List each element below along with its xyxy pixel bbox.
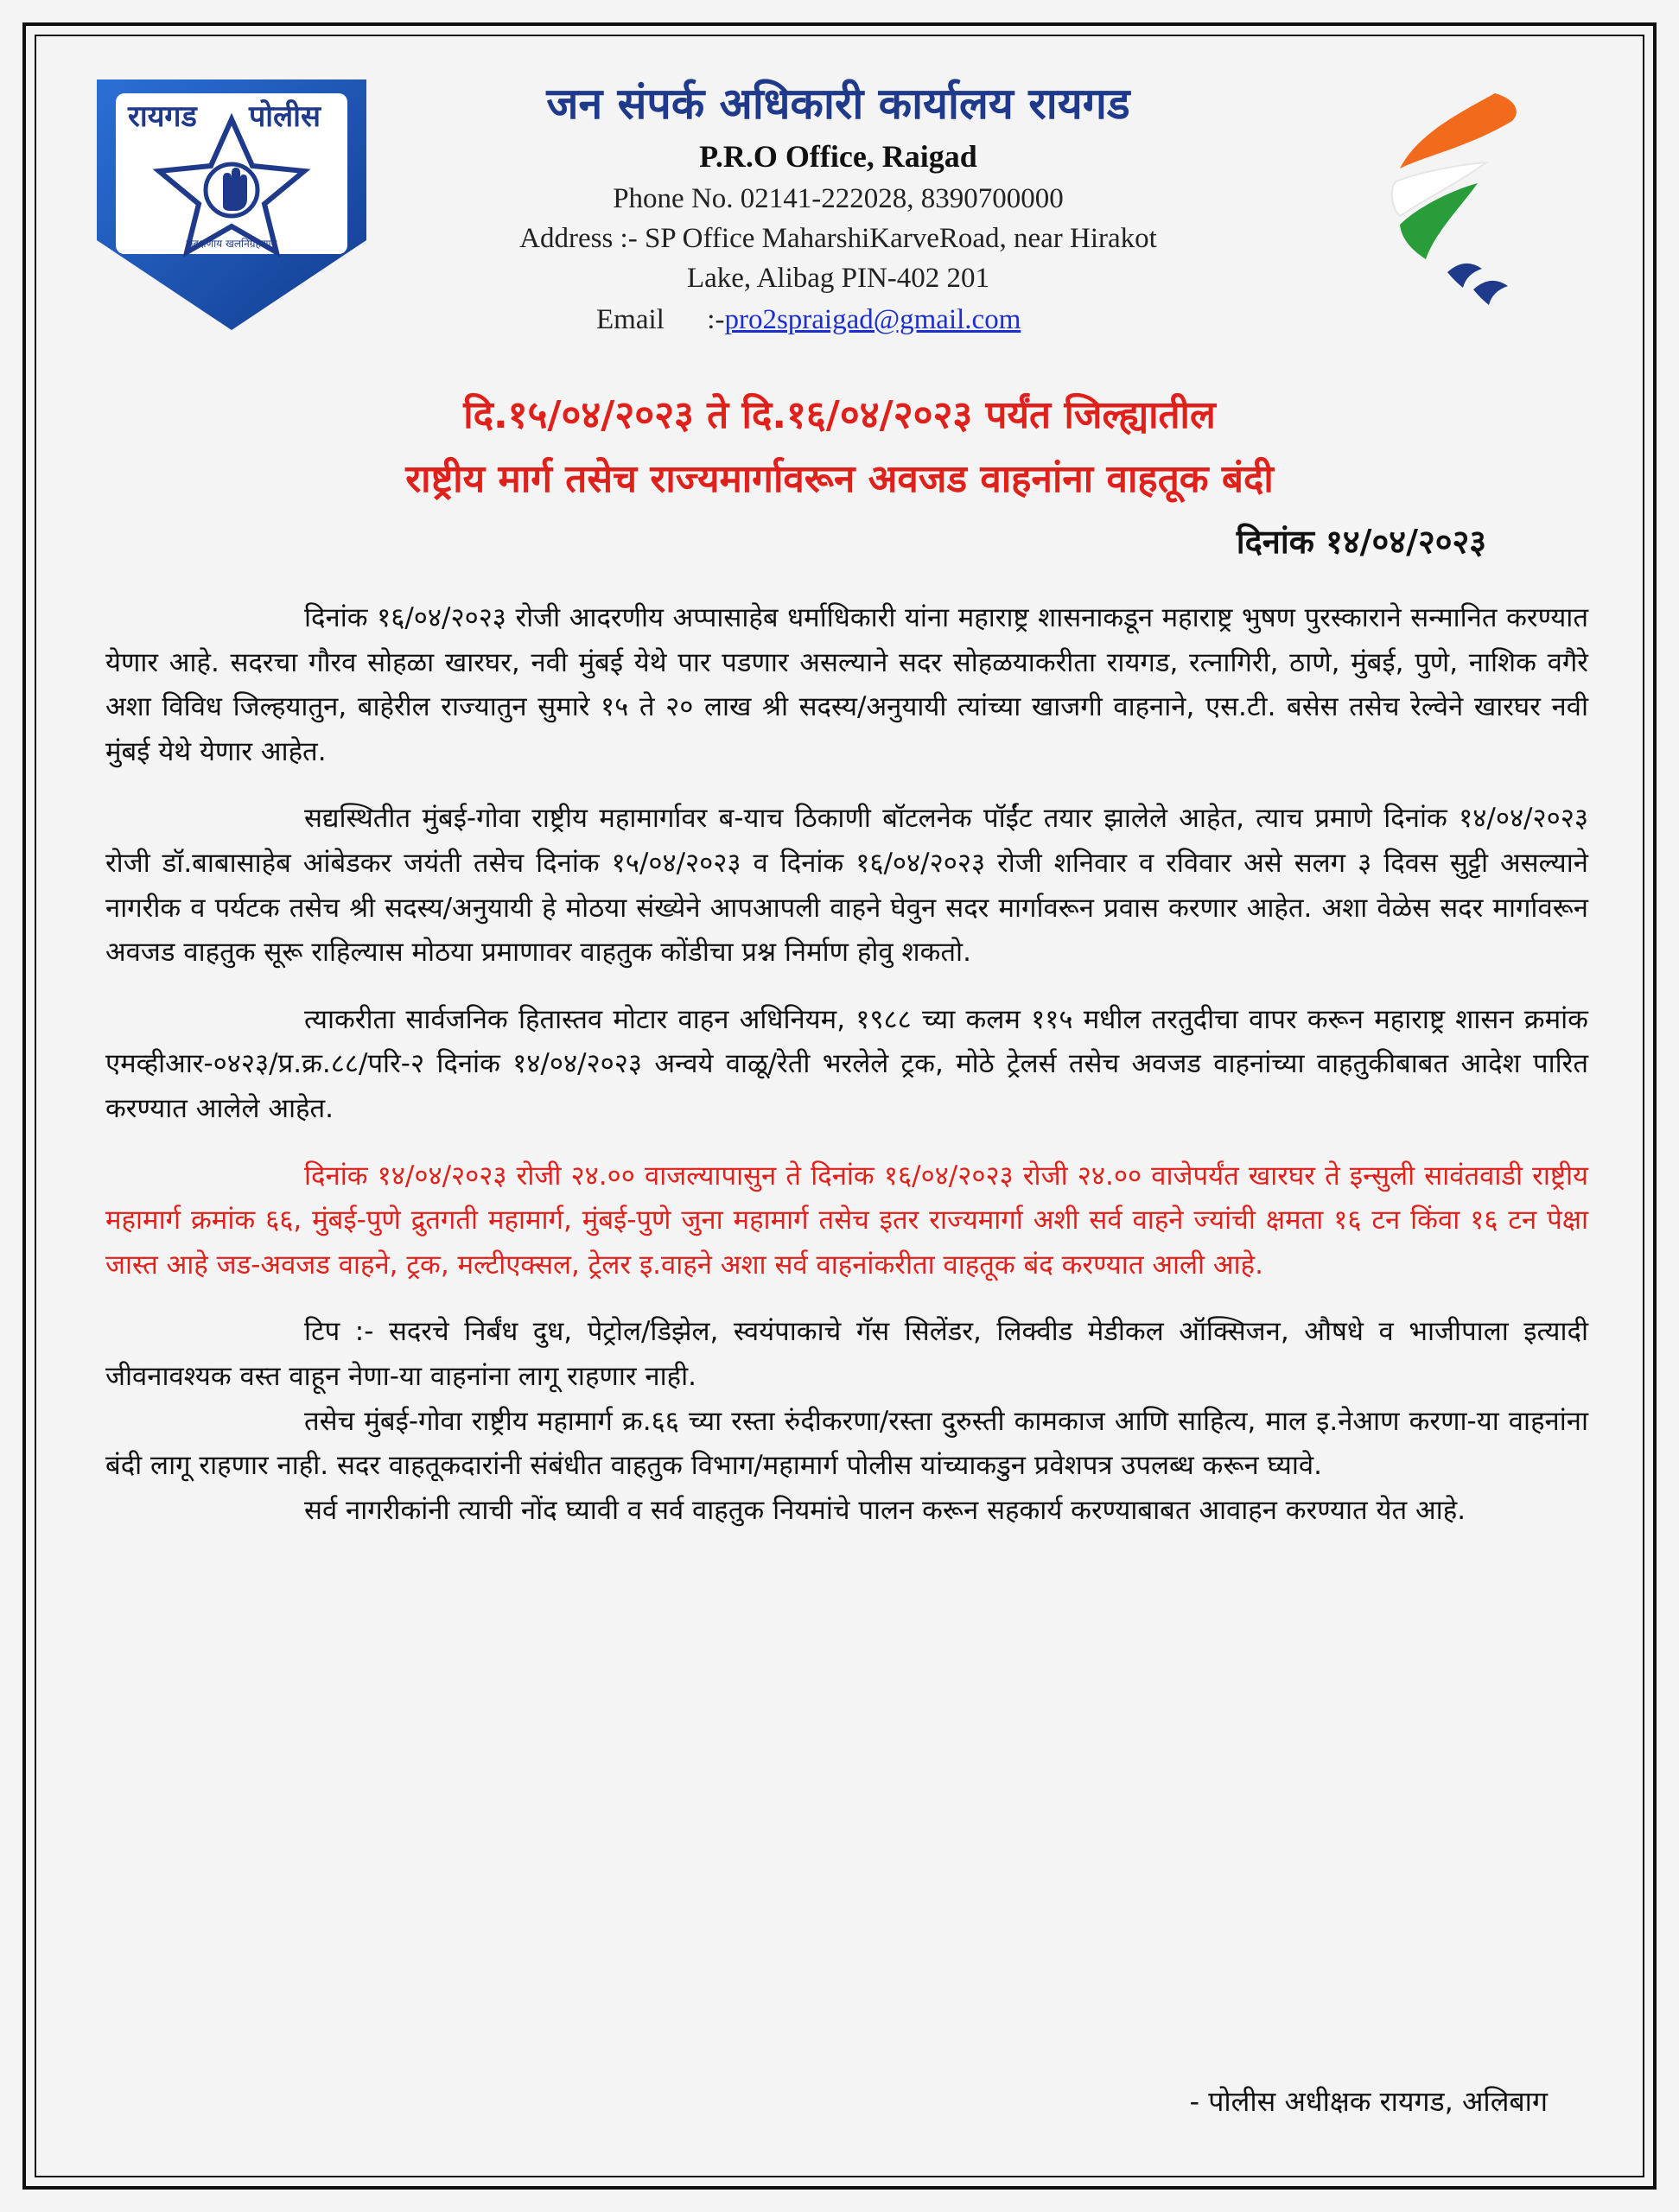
signature: - पोलीस अधीक्षक रायगड, अलिबाग (1189, 2085, 1548, 2118)
email-row (596, 304, 1021, 336)
paragraph-exemption: तसेच मुंबई-गोवा राष्ट्रीय महामार्ग क्र.६६ च्या रस्ता रुंदीकरणा/रस्ता दुरुस्ती कामकाज आणि साहित्य, माल इ.नेआण करणा-या वाहनांना बंदी लागू राहणार नाही. सदर वाहतूकदारांनी संबंधीत वाहतुक विभाग/महामार्ग पोलीस यांच्याकडुन प्रवेशपत्र उपलब्ध करून घ्यावे. (105, 1405, 1588, 1482)
paragraph-appeal: सर्व नागरीकांनी त्याची नोंद घ्यावी व सर्व वाहतुक नियमांचे पालन करून सहकार्य करण्याबाबत आवाहन करण्यात येत आहे. (304, 1494, 1466, 1526)
paragraph-note: टिप :- सदरचे निर्बंध दुध, पेट्रोल/डिझेल, स्वयंपाकाचे गॅस सिलेंडर, लिक्वीड मेडीकल ऑक्सिजन, औषधे व भाजीपाला इत्यादी जीवनावश्यक वस्त वाहून नेणा-या वाहनांना लागू राहणार नाही. (105, 1316, 1588, 1392)
logo-motto: सद्रक्षणाय खलनिग्रहणाय (186, 238, 277, 250)
phone-number: Phone No. 02141-222028, 8390700000 (613, 183, 1064, 214)
headline-line-1: दि.१५/०४/२०२३ ते दि.१६/०४/२०२३ पर्यंत जिल्ह्यातील (463, 393, 1216, 437)
address-line-1: Address :- SP Office MaharshiKarveRoad, near Hirakot (519, 223, 1157, 254)
address-line-2: Lake, Alibag PIN-402 201 (686, 263, 990, 294)
email-link[interactable]: pro2spraigad@gmail.com (724, 304, 1021, 335)
paragraph-ban-order: दिनांक १४/०४/२०२३ रोजी २४.०० वाजल्यापासुन ते दिनांक १६/०४/२०२३ रोजी २४.०० वाजेपर्यंत खारघर ते इन्सुली सावंतवाडी राष्ट्रीय महामार्ग क्रमांक ६६, मुंबई-पुणे द्रुतगती महामार्ग, मुंबई-पुणे जुना महामार्ग तसेच इतर राज्यमार्गा अशी सर्व वाहने ज्यांची क्षमता १६ टन किंवा १६ टन पेक्षा जास्त आहे जड-अवजड वाहने, ट्रक, मल्टीएक्सल, ट्रेलर इ.वाहने अशा सर्व वाहनांकरीता वाहतूक बंद करण्यात आली आहे. (105, 1160, 1588, 1281)
paragraph-2: सद्यस्थितीत मुंबई-गोवा राष्ट्रीय महामार्गावर ब-याच ठिकाणी बॉटलनेक पॉईंट तयार झालेले आहेत, त्याच प्रमाणे दिनांक १४/०४/२०२३ रोजी डॉ.बाबासाहेब आंबेडकर जयंती तसेच दिनांक १५/०४/२०२३ व दिनांक १६/०४/२०२३ रोजी शनिवार व रविवार असे सलग ३ दिवस सुट्टी असल्याने नागरीक व पर्यटक तसेच श्री सदस्य/अनुयायी हे मोठया संख्येने आपआपली वाहने घेवुन सदर मार्गावरून प्रवास करणार आहेत. अशा वेळेस सदर मार्गावरून अवजड वाहतुक सूरू राहिल्यास मोठया प्रमाणावर वाहतुक कोंडीचा प्रश्न निर्माण होवु शकतो. (105, 803, 1588, 969)
email-label: Email :- (596, 304, 725, 335)
raigad-police-logo-icon (93, 76, 370, 334)
paragraph-1: दिनांक १६/०४/२०२३ रोजी आदरणीय अप्पासाहेब धर्माधिकारी यांना महाराष्ट्र शासनाकडून महाराष्ट्र भुषण पुरस्काराने सन्मानित करण्यात येणार आहे. सदरचा गौरव सोहळा खारघर, नवी मुंबई येथे पार पडणार असल्याने सदर सोहळयाकरीता रायगड, रत्नागिरी, ठाणे, मुंबई, पुणे, नाशिक वगैरे अशा विविध जिल्हयातुन, बाहेरील राज्यातुन सुमारे १५ ते २० लाख श्री सदस्य/अनुयायी त्यांच्या खाजगी वाहनाने, एस.टी. बसेस तसेच रेल्वेने खारघर नवी मुंबई येथे येणार आहेत. (105, 602, 1588, 767)
office-english-name: P.R.O Office, Raigad (699, 139, 977, 174)
paragraph-3: त्याकरीता सार्वजनिक हितास्तव मोटार वाहन अधिनियम, १९८८ च्या कलम ११५ मधील तरतुदीचा वापर करून महाराष्ट्र शासन क्रमांक एमव्हीआर-०४२३/प्र.क्र.८८/परि-२ दिनांक १४/०४/२०२३ अन्वये वाळू/रेती भरलेले ट्रक, मोठे ट्रेलर्स तसेच अवजड वाहनांच्या वाहतुकीबाबत आदेश पारित करण्यात आलेले आहेत. (105, 1003, 1588, 1124)
headline-line-2: राष्ट्रीय मार्ग तसेच राज्यमार्गावरून अवजड वाहनांना वाहतूक बंदी (405, 457, 1274, 501)
tricolour-emblem-icon (1365, 86, 1547, 320)
notice-body (105, 596, 1588, 1533)
logo-text-left: रायगड (128, 99, 197, 134)
notice-date: दिनांक १४/०४/२०२३ (1236, 523, 1486, 561)
logo-text-right: पोलीस (249, 99, 321, 134)
office-title: जन संपर्क अधिकारी कार्यालय रायगड (546, 79, 1130, 129)
